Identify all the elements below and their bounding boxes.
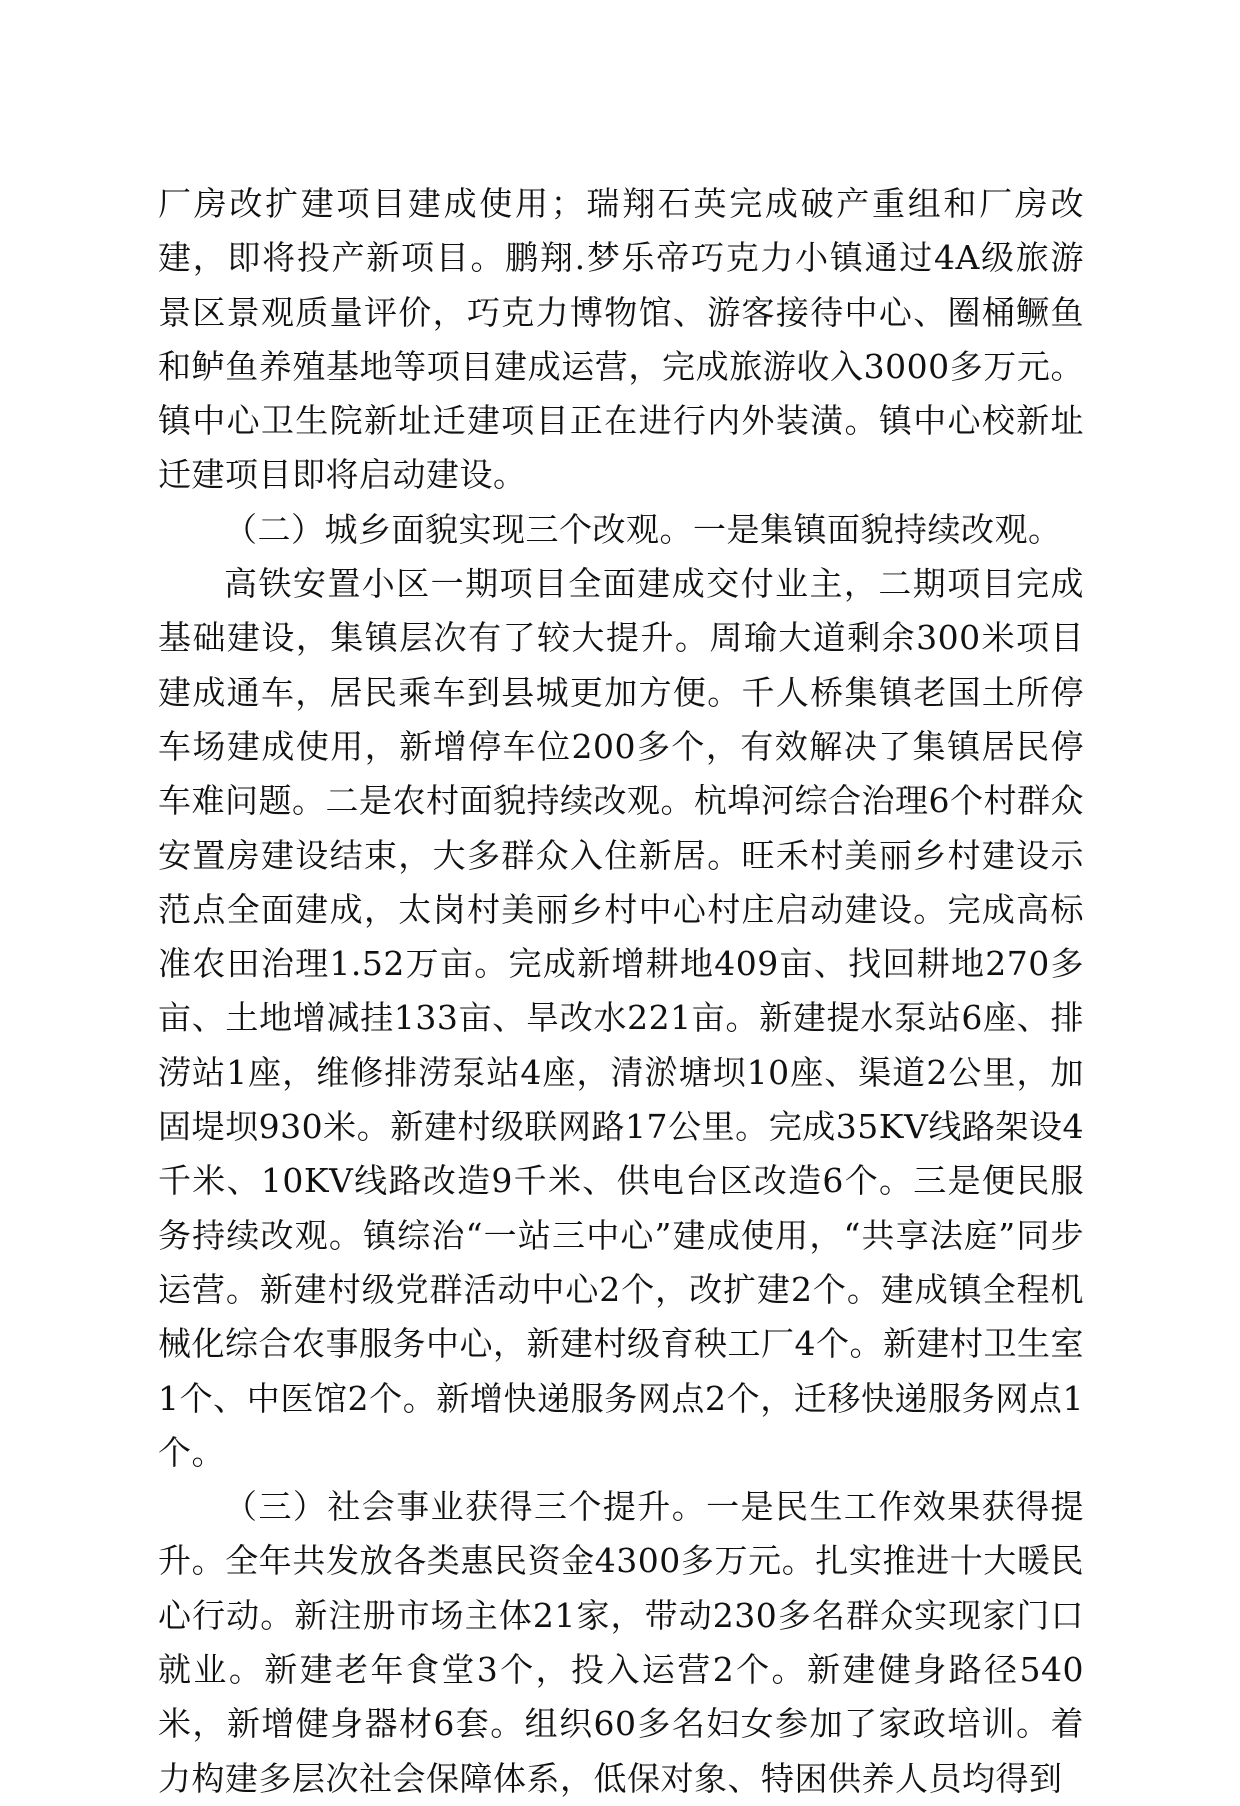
paragraph-urban-rural: 高铁安置小区一期项目全面建成交付业主，二期项目完成基础建设，集镇层次有了较大提升。周瑜大道剩余300米项目建成通车，居民乘车到县城更加方便。千人桥集镇老国土所停车场建成使用，新增停车位200多个，有效解决了集镇居民停车难问题。二是农村面貌持续改观。杭埠河综合治理6个村群众安置房建设结束，大多群众入住新居。旺禾村美丽乡村建设示范点全面建成，太岗村美丽乡村中心村庄启动建设。完成高标准农田治理1.52万亩。完成新增耕地409亩、找回耕地270多亩、土地增减挂133亩、旱改水221亩。新建提水泵站6座、排涝站1座，维修排涝泵站4座，清淤塘坝10座、渠道2公里，加固堤坝930米。新建村级联网路17公里。完成35KV线路架设4千米、10KV线路改造9千米、供电台区改造6个。三是便民服务持续改观。镇综治“一站三中心”建成使用，“共享法庭”同步运营。新建村级党群活动中心2个，改扩建2个。建成镇全程机械化综合农事服务中心，新建村级育秧工厂4个。新建村卫生室1个、中医馆2个。新增快递服务网点2个，迁移快递服务网点1个。 [158,564,1084,1472]
section-heading-three: （三）社会事业获得三个提升。一是民生工作效果获得提升。全年共发放各类惠民资金4300多万元。扎实推进十大暖民心行动。新注册市场主体21家，带动230多名群众实现家门口就业。新建老年食堂3个，投入运营2个。新建健身路径540米，新增健身器材6套。组织60多名妇女参加了家政培训。着力构建多层次社会保障体系，低保对象、特困供养人员均得到 [158,1487,1084,1798]
paragraph-continuation: 厂房改扩建项目建成使用；瑞翔石英完成破产重组和厂房改建，即将投产新项目。鹏翔.梦乐帝巧克力小镇通过4A级旅游景区景观质量评价，巧克力博物馆、游客接待中心、圈桶鳜鱼和鲈鱼养殖基地等项目建成运营，完成旅游收入3000多万元。镇中心卫生院新址迁建项目正在进行内外装潢。镇中心校新址迁建项目即将启动建设。 [158,184,1084,495]
document-page [158,177,1084,1806]
section-heading-two: （二）城乡面貌实现三个改观。一是集镇面貌持续改观。 [224,509,1062,549]
